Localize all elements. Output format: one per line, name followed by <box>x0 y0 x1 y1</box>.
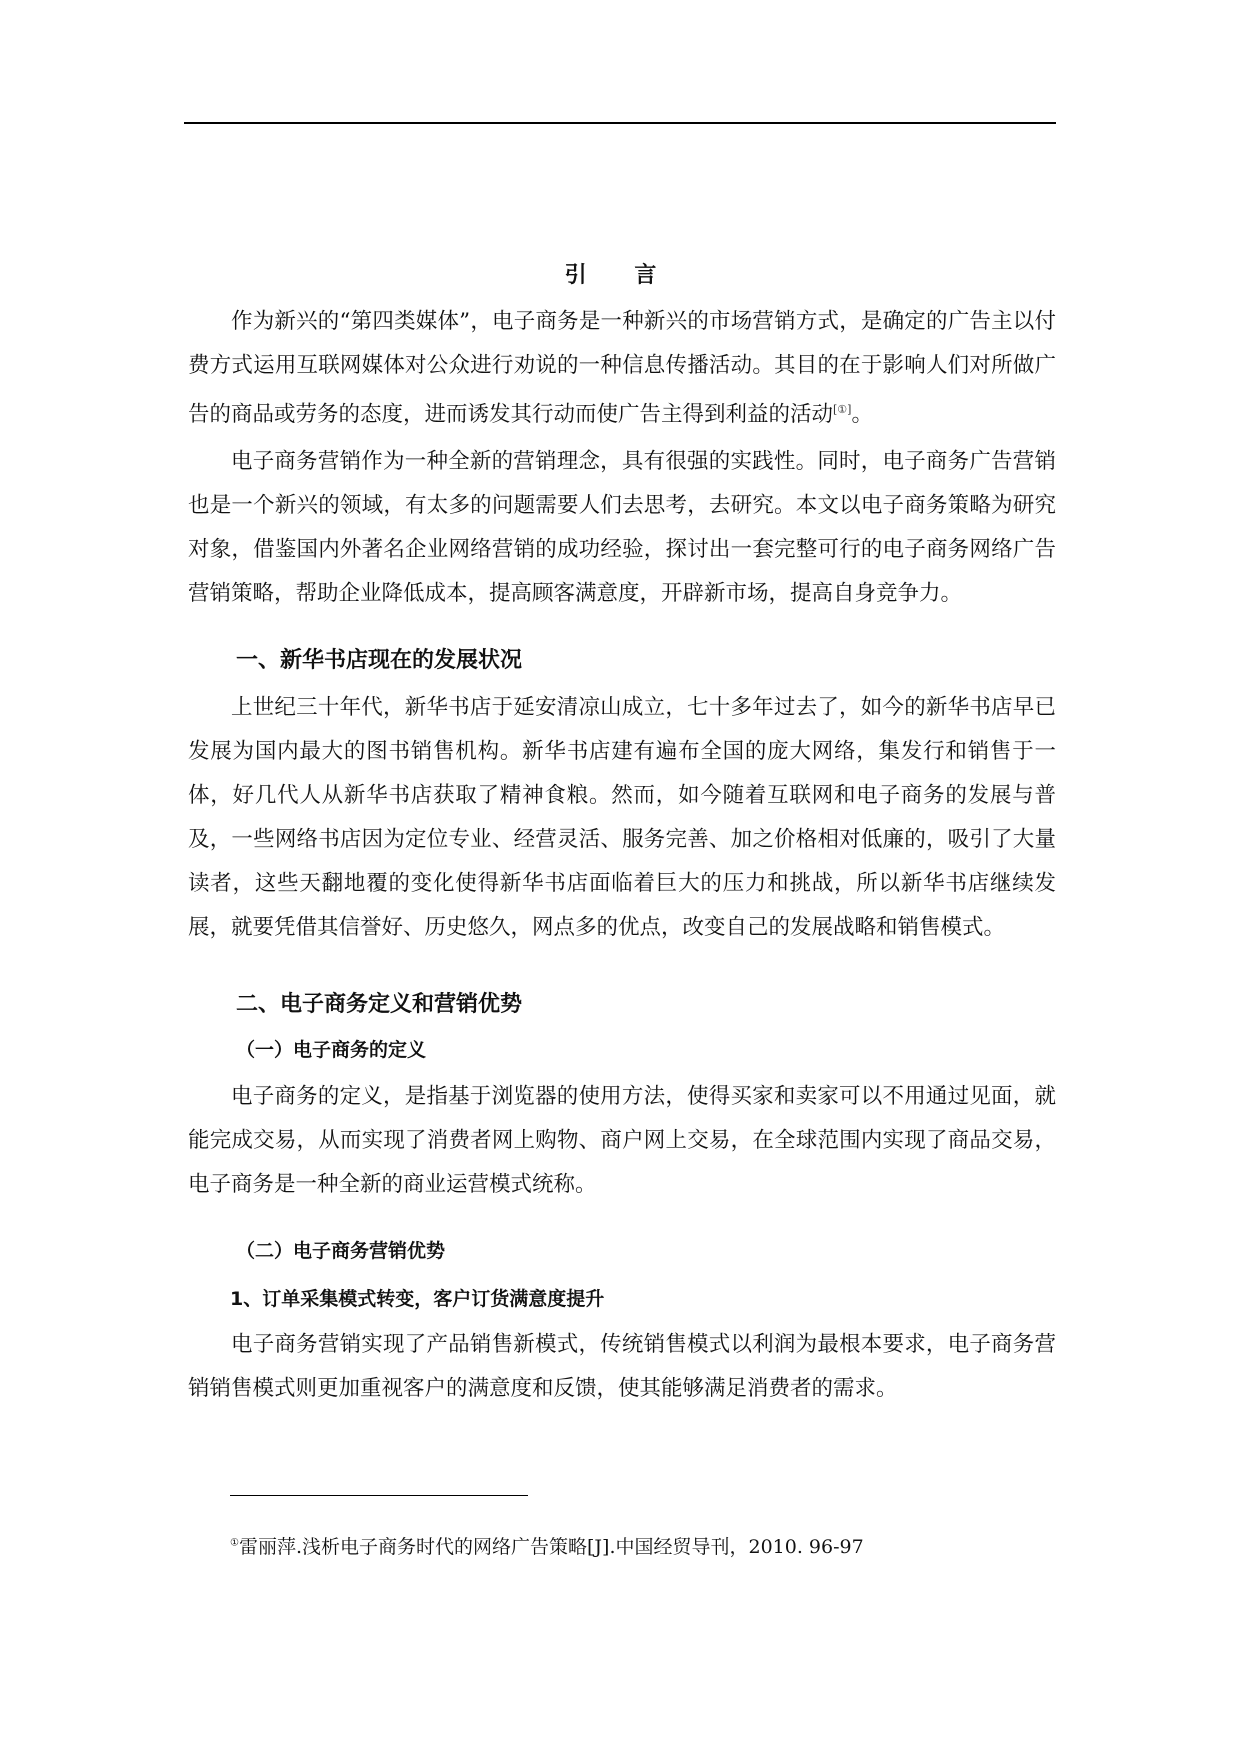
section-1-paragraph: 上世纪三十年代，新华书店于延安清凉山成立，七十多年过去了，如今的新华书店早已发展为国内最大的图书销售机构。新华书店建有遍布全国的庞大网络，集发行和销售于一体，好几代人从新华书店获取了精神食粮。然而，如今随着互联网和电子商务的发展与普及，一些网络书店因为定位专业、经营灵活、服务完善、加之价格相对低廉的，吸引了大量读者，这些天翻地覆的变化使得新华书店面临着巨大的压力和挑战，所以新华书店继续发展，就要凭借其信誉好、历史悠久，网点多的优点，改变自己的发展战略和销售模式。 <box>188 695 1056 940</box>
definition-paragraph: 电子商务的定义，是指基于浏览器的使用方法，使得买家和卖家可以不用通过见面，就能完成交易，从而实现了消费者网上购物、商户网上交易，在全球范围内实现了商品交易，电子商务是一种全新的商业运营模式统称。 <box>188 1084 1056 1197</box>
intro-paragraph-1 <box>188 300 1056 437</box>
item-heading-1: 1、订单采集模式转变，客户订货满意度提升 <box>230 1288 605 1310</box>
footnote-text: 雷丽萍.浅析电子商务时代的网络广告策略[J].中国经贸导刊，2010. 96-97 <box>238 1536 864 1558</box>
footnote-separator <box>230 1495 528 1496</box>
subsection-heading-2: （二）电子商务营销优势 <box>236 1240 446 1262</box>
page-title: 引 言 <box>564 263 677 288</box>
footnote <box>230 1532 864 1559</box>
header-rule <box>184 122 1056 124</box>
footnote-mark: ① <box>230 1537 239 1549</box>
citation-ref: [①] <box>833 403 852 416</box>
subsection-heading-1: （一）电子商务的定义 <box>236 1039 427 1061</box>
section-heading-2: 二、电子商务定义和营销优势 <box>236 992 523 1017</box>
intro-paragraph-2: 电子商务营销作为一种全新的营销理念，具有很强的实践性。同时，电子商务广告营销也是一个新兴的领域，有太多的问题需要人们去思考，去研究。本文以电子商务策略为研究对象，借鉴国内外著名企业网络营销的成功经验，探讨出一套完整可行的电子商务网络广告营销策略，帮助企业降低成本，提高顾客满意度，开辟新市场，提高自身竞争力。 <box>188 449 1056 606</box>
intro-paragraph-1-end: 。 <box>851 402 873 428</box>
section-heading-1: 一、新华书店现在的发展状况 <box>236 648 523 673</box>
advantage-paragraph: 电子商务营销实现了产品销售新模式，传统销售模式以利润为最根本要求，电子商务营销销售模式则更加重视客户的满意度和反馈，使其能够满足消费者的需求。 <box>188 1332 1056 1401</box>
intro-paragraph-1-text: 作为新兴的“第四类媒体”，电子商务是一种新兴的市场营销方式，是确定的广告主以付费方式运用互联网媒体对公众进行劝说的一种信息传播活动。其目的在于影响人们对所做广告的商品或劳务的态度，进而诱发其行动而使广告主得到利益的活动 <box>188 309 1056 428</box>
